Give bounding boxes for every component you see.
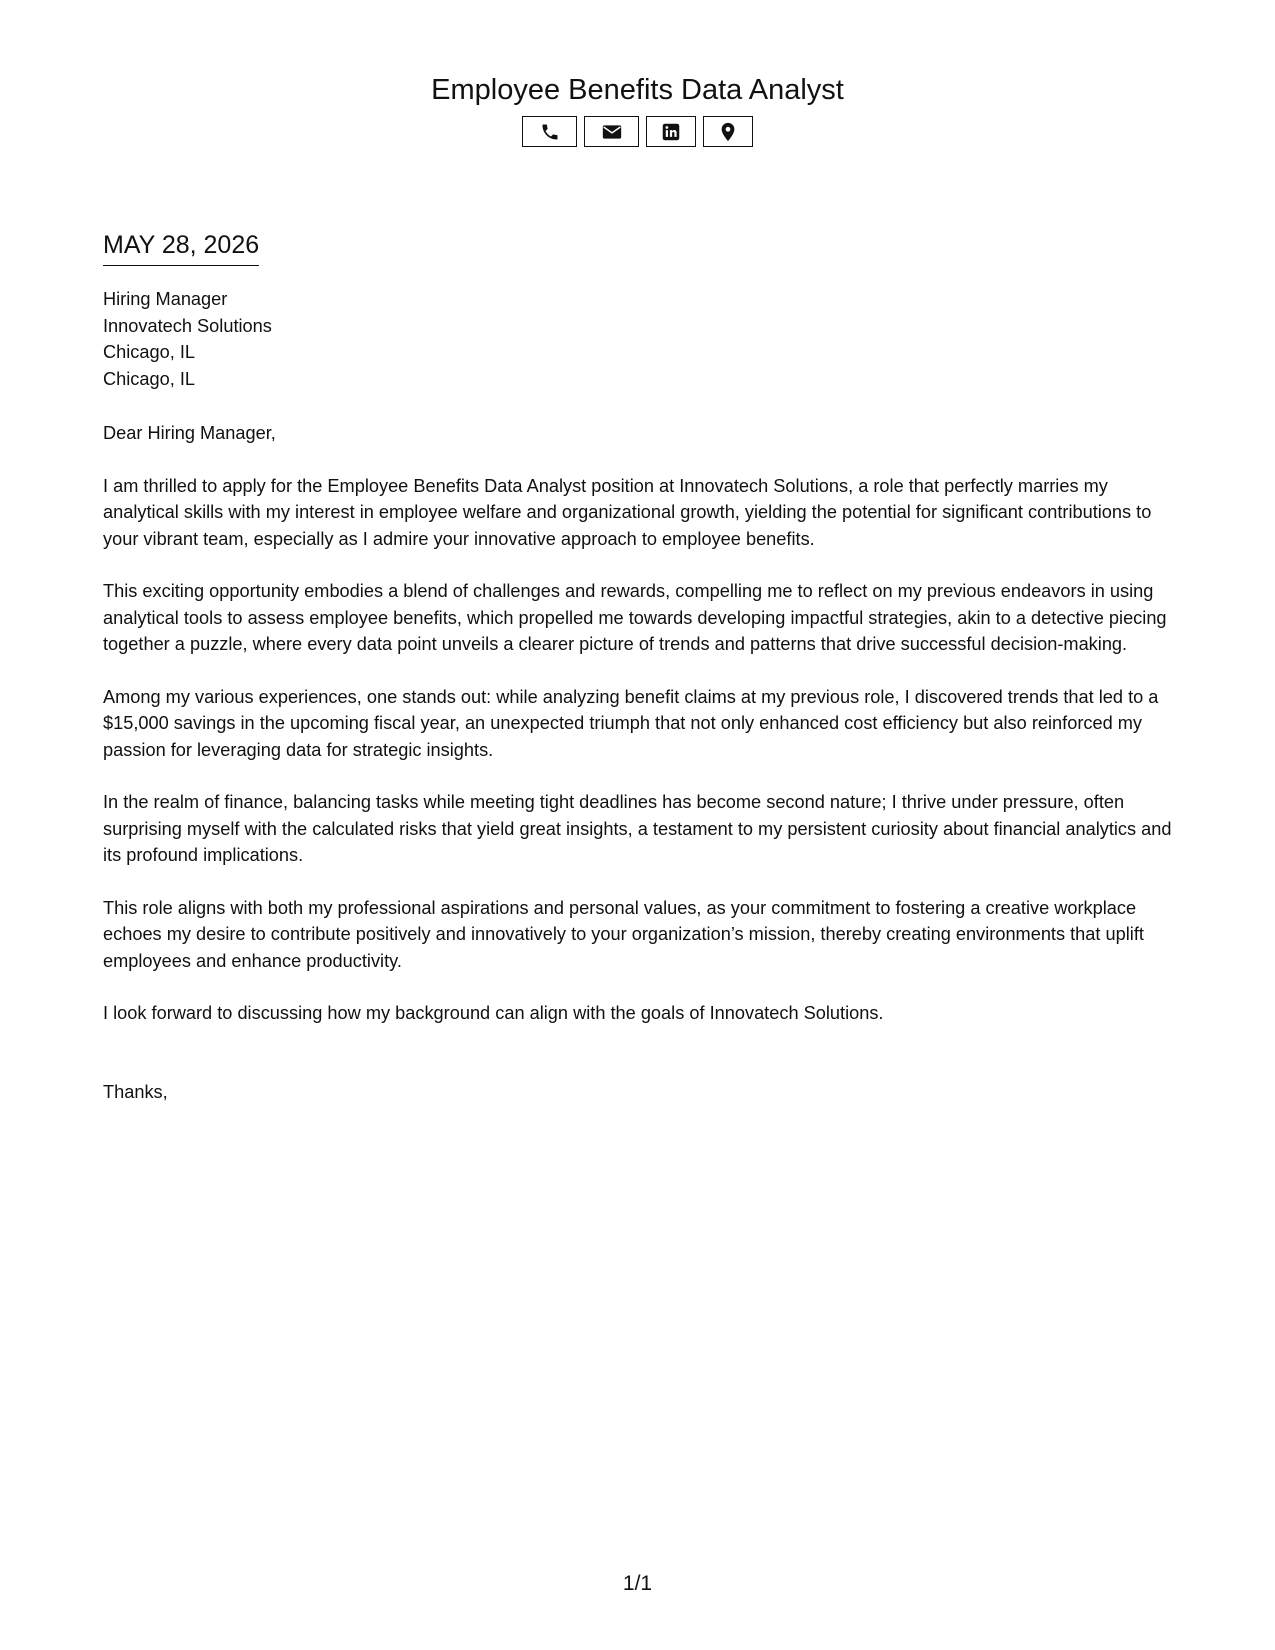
paragraph-1: I am thrilled to apply for the Employee Benefits Data Analyst position at Innovatech Solutions, a role that perfectly marries my analytical skills with my interest in employee welfare and organizational growth, yielding the potential for significant contributions to your vibrant team, especially as I admire your innovative approach to employee benefits. bbox=[103, 475, 1152, 549]
page-number: 1/1 bbox=[622, 1572, 653, 1595]
recipient-address-line2: Chicago, IL bbox=[103, 368, 196, 389]
phone-button[interactable] bbox=[522, 116, 577, 147]
paragraph-6: I look forward to discussing how my background can align with the goals of Innovatech Solutions. bbox=[103, 1003, 884, 1023]
job-title: Employee Benefits Data Analyst bbox=[431, 74, 844, 106]
linkedin-icon bbox=[662, 123, 680, 141]
recipient-address-line1: Chicago, IL bbox=[103, 342, 196, 362]
phone-icon bbox=[540, 122, 560, 142]
letter-date: MAY 28, 2026 bbox=[103, 228, 259, 266]
envelope-icon bbox=[602, 124, 622, 140]
contact-icons bbox=[0, 116, 1275, 147]
recipient-name: Hiring Manager bbox=[103, 289, 228, 309]
recipient-block bbox=[103, 286, 1173, 392]
paragraph-4: In the realm of finance, balancing tasks while meeting tight deadlines has become second nature; I thrive under pressure, often surprising myself with the calculated risks that yield great insights, a testament to my persistent curiosity about financial analytics and its profound implications. bbox=[103, 792, 1172, 865]
paragraph-3: Among my various experiences, one stands out: while analyzing benefit claims at my previous role, I discovered trends that led to a $15,000 savings in the upcoming fiscal year, an unexpected triumph that not only enhanced cost efficiency but also reinforced my passion for leveraging data for strategic insights. bbox=[103, 686, 1159, 760]
salutation: Dear Hiring Manager, bbox=[103, 423, 276, 443]
recipient-company: Innovatech Solutions bbox=[103, 315, 272, 336]
paragraph-2: This exciting opportunity embodies a blend of challenges and rewards, compelling me to reflect on my previous endeavors in using analytical tools to assess employee benefits, which propelled me towards developing impactful strategies, akin to a detective piecing together a puzzle, where every data point unveils a clearer picture of trends and patterns that drive successful decision-making. bbox=[103, 581, 1167, 654]
letter-header bbox=[0, 70, 1275, 147]
closing: Thanks, bbox=[103, 1081, 168, 1102]
map-pin-icon bbox=[720, 122, 736, 142]
linkedin-button[interactable] bbox=[646, 116, 696, 147]
letter-body bbox=[103, 228, 1173, 1105]
email-button[interactable] bbox=[584, 116, 639, 147]
location-button[interactable] bbox=[703, 116, 753, 147]
paragraph-5: This role aligns with both my professional aspirations and personal values, as your commitment to fostering a creative workplace echoes my desire to contribute positively and innovatively to your organization’s mission, thereby creating environments that uplift employees and enhance productivity. bbox=[103, 897, 1144, 971]
